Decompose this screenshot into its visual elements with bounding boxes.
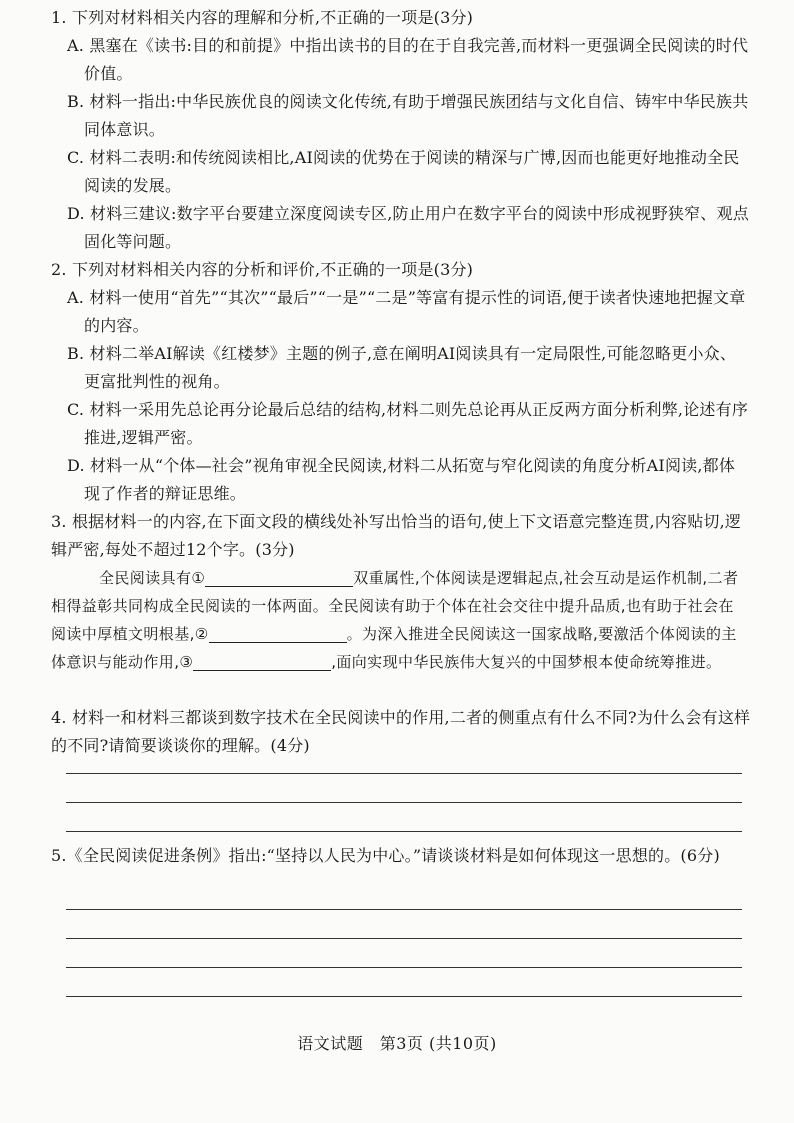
question-2	[51, 256, 751, 508]
question-3-stem: 3. 根据材料一的内容,在下面文段的横线处补写出恰当的语句,使上下文语意完整连贯,内容贴切,逻辑严密,每处不超过12个字。(3分)	[51, 512, 742, 559]
answer-line[interactable]	[66, 802, 742, 803]
answer-line[interactable]	[66, 967, 742, 968]
question-1-stem: 1. 下列对材料相关内容的理解和分析,不正确的一项是(3分)	[51, 8, 474, 27]
question-2-stem: 2. 下列对材料相关内容的分析和评价,不正确的一项是(3分)	[51, 260, 474, 279]
question-1-option-b: B. 材料一指出:中华民族优良的阅读文化传统,有助于增强民族团结与文化自信、铸牢中华民族共同体意识。	[67, 92, 749, 139]
answer-line[interactable]	[66, 773, 742, 774]
answer-line[interactable]	[66, 938, 742, 939]
page-footer: 语文试题 第3页 (共10页)	[297, 1034, 497, 1053]
question-2-option-a: A. 材料一使用“首先”“其次”“最后”“一是”“二是”等富有提示性的词语,便于读者快速地把握文章的内容。	[67, 288, 746, 335]
blank-3[interactable]	[193, 652, 331, 671]
question-1-option-c: C. 材料二表明:和传统阅读相比,AI阅读的优势在于阅读的精深与广博,因而也能更好地推动全民阅读的发展。	[67, 148, 740, 195]
passage-segment-4: ,面向实现中华民族伟大复兴的中国梦根本使命统筹推进。	[331, 653, 722, 671]
passage-segment-2: 双重属性,个体阅读是逻辑起点,社会互动是运作机制,二者相得益彰共同构成全民阅读的一体两面。全民阅读有助于个体在社会交往中提升品质,也有助于社会在阅读中厚植文明根基,②	[51, 569, 739, 643]
answer-line[interactable]	[66, 909, 742, 910]
question-1-option-d: D. 材料三建议:数字平台要建立深度阅读专区,防止用户在数字平台的阅读中形成视野狭窄、观点固化等问题。	[67, 204, 749, 251]
question-5-stem: 5.《全民阅读促进条例》指出:“坚持以人民为中心。”请谈谈材料是如何体现这一思想的。(6分)	[51, 846, 720, 865]
question-2-option-c: C. 材料一采用先总论再分论最后总结的结构,材料二则先总论再从正反两方面分析利弊,论述有序推进,逻辑严密。	[67, 400, 749, 447]
blank-2[interactable]	[209, 624, 347, 643]
question-2-option-b: B. 材料二举AI解读《红楼梦》主题的例子,意在阐明AI阅读具有一定局限性,可能忽略更小众、更富批判性的视角。	[67, 344, 737, 391]
question-4-stem: 4. 材料一和材料三都谈到数字技术在全民阅读中的作用,二者的侧重点有什么不同?为什么会有这样的不同?请简要谈谈你的理解。(4分)	[51, 708, 751, 755]
answer-line[interactable]	[66, 996, 742, 997]
answer-line[interactable]	[66, 831, 742, 832]
question-1	[51, 4, 751, 256]
question-1-option-a: A. 黑塞在《读书:目的和前提》中指出读书的目的在于自我完善,而材料一更强调全民阅读的时代价值。	[67, 36, 749, 83]
question-2-option-d: D. 材料一从“个体—社会”视角审视全民阅读,材料二从拓宽与窄化阅读的角度分析AI阅读,都体现了作者的辩证思维。	[67, 456, 736, 503]
blank-1[interactable]	[205, 568, 353, 587]
passage-segment-3: 。为深入推进全民阅读这一国家战略,要激活个体阅读的主体意识与能动作用,③	[51, 625, 737, 671]
question-3-passage	[51, 564, 746, 676]
passage-segment-1: 全民阅读具有①	[99, 569, 206, 587]
